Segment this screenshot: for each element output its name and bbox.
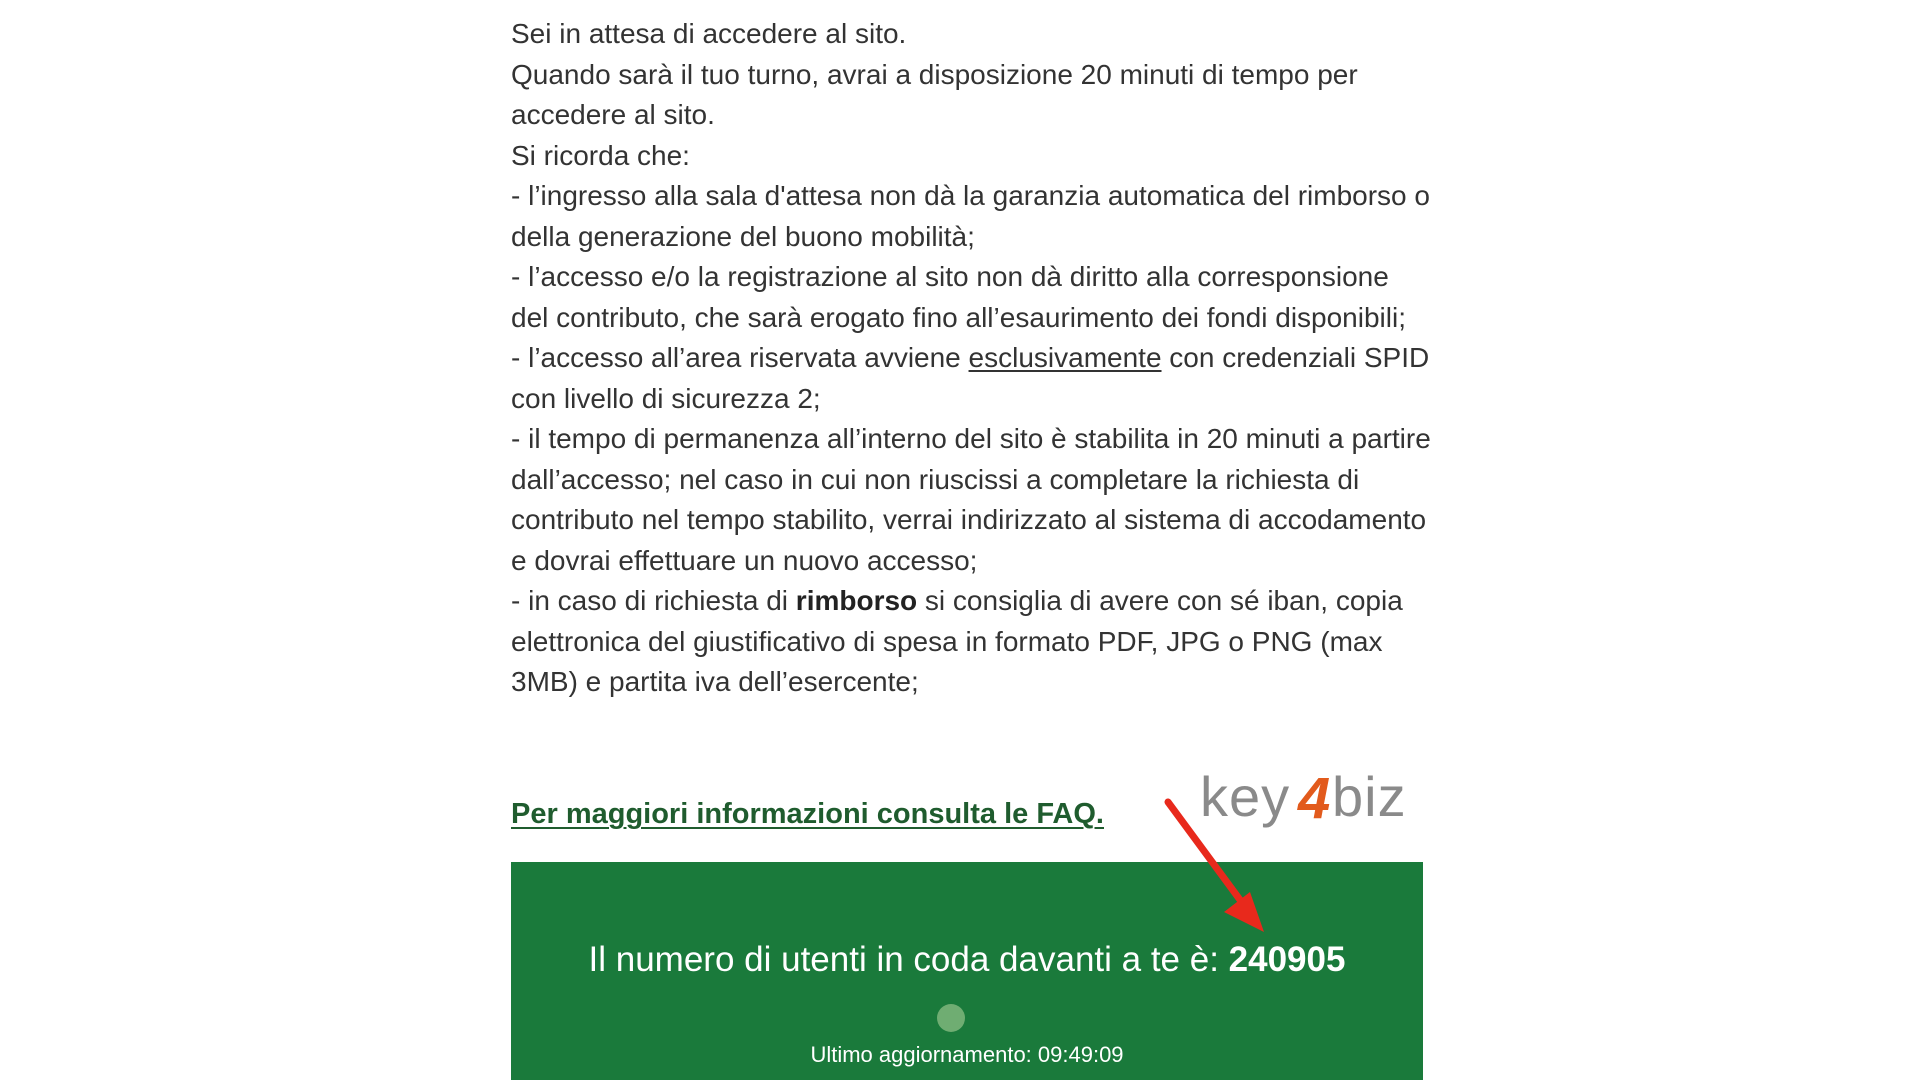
- note-item-3: [511, 338, 1431, 419]
- note-item-5: [511, 581, 1431, 703]
- queue-count-label: Il numero di utenti in coda davanti a te è:: [588, 940, 1229, 979]
- note-item-5-suffix: si consiglia di avere con sé iban, copia elettronica del giustificativo di spesa in formato PDF, JPG o PNG (max 3MB) e partita iva dell’esercente;: [511, 585, 1403, 697]
- note-item-4: - il tempo di permanenza all’interno del sito è stabilita in 20 minuti a partire dall’accesso; nel caso in cui non riuscissi a completare la richiesta di contributo nel tempo stabilito, verrai indirizzato al sistema di accodamento e dovrai effettuare un nuovo accesso;: [511, 423, 1431, 576]
- faq-link[interactable]: Per maggiori informazioni consulta le FAQ.: [511, 798, 1104, 830]
- last-update-label: Ultimo aggiornamento:: [810, 1042, 1038, 1067]
- queue-count-value: 240905: [1228, 940, 1346, 979]
- note-item-3-emphasis: esclusivamente: [968, 342, 1162, 373]
- last-update-text: [511, 1042, 1423, 1068]
- svg-text:4: 4: [1298, 766, 1331, 831]
- intro-line-2: Quando sarà il tuo turno, avrai a disposizione 20 minuti di tempo per accedere al sito.: [511, 58, 1358, 130]
- key4biz-logo: [1200, 764, 1412, 836]
- svg-text:biz: biz: [1332, 765, 1407, 828]
- queue-count-text: [511, 940, 1423, 980]
- note-item-5-emphasis: rimborso: [795, 585, 918, 616]
- intro-line-3: Si ricorda che:: [511, 139, 690, 171]
- queue-info-text: [511, 14, 1431, 703]
- note-item-3-prefix: - l’accesso all’area riservata avviene: [511, 342, 969, 373]
- note-item-2: - l’accesso e/o la registrazione al sito non dà diritto alla corresponsione del contributo, che sarà erogato fino all’esaurimento dei fondi disponibili;: [511, 261, 1406, 333]
- intro-line-1: Sei in attesa di accedere al sito.: [511, 18, 907, 49]
- queue-status-panel: [511, 862, 1423, 1080]
- note-item-3-suffix: con credenziali SPID con livello di sicurezza 2;: [511, 342, 1430, 414]
- last-update-time: 09:49:09: [1037, 1042, 1124, 1067]
- note-item-5-prefix: - in caso di richiesta di: [511, 585, 796, 616]
- svg-text:key: key: [1200, 765, 1291, 828]
- note-item-1: - l’ingresso alla sala d'attesa non dà la garanzia automatica del rimborso o della generazione del buono mobilità;: [511, 180, 1430, 252]
- status-indicator-dot: [937, 1004, 965, 1032]
